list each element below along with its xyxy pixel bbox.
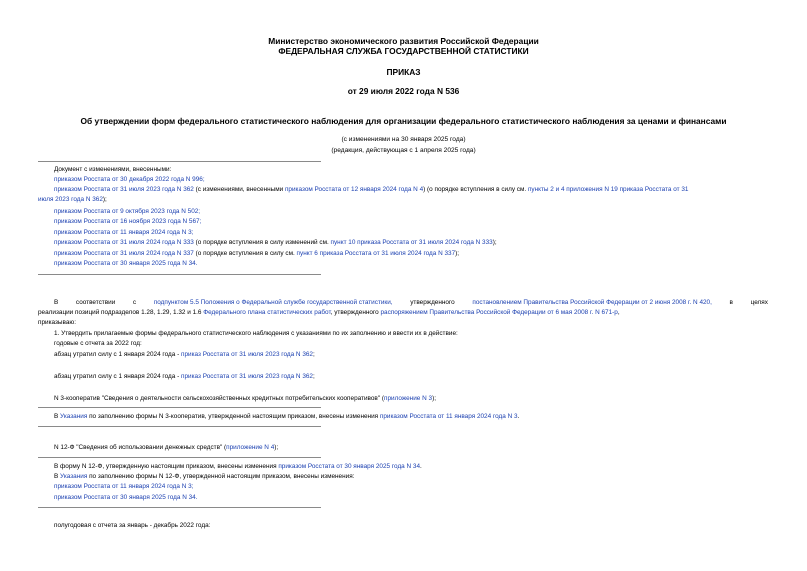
change-link-362[interactable]: приказом Росстата от 31 июля 2023 года N 362: [54, 186, 194, 193]
form-12f-change-note: В форму N 12-Ф, утвержденную настоящим приказом, внесены изменения приказом Росстата от 30 января 2025 года N 34.: [54, 463, 422, 470]
change-link-3[interactable]: приказом Росстата от 11 января 2024 года N 3: [379, 413, 518, 420]
change-link-34[interactable]: приказом Росстата от 30 января 2025 года N 34.: [54, 260, 198, 267]
change-link-502[interactable]: приказом Росстата от 9 октября 2023 года N 502;: [54, 208, 201, 215]
repeal-link-362[interactable]: приказ Росстата от 31 июля 2023 года N 362: [181, 373, 313, 380]
change-line-333: приказом Росстата от 31 июля 2024 года N 333 (о порядке вступления в силу изменений см. пункт 10 приказа Росстата от 31 июля 2024 года N 333);: [54, 239, 497, 246]
divider: [38, 507, 321, 508]
change-link-337-p6[interactable]: пункт 6 приказа Росстата от 31 июля 2024 года N 337: [296, 250, 456, 257]
change-link-34[interactable]: приказом Росстата от 30 января 2025 года N 34: [278, 463, 421, 470]
form-12f: N 12-Ф "Сведения об использовании денежных средств" (приложение N 4);: [54, 444, 279, 451]
repealed-paragraph-2: абзац утратил силу с 1 января 2024 года - приказ Росстата от 31 июля 2023 года N 362;: [54, 373, 315, 380]
doc-title: Об утверждении форм федерального статистического наблюдения для организации федерального статистического наблюдения за ценами и финансами: [80, 116, 727, 126]
federal-plan-link[interactable]: Федерального плана статистических работ: [203, 309, 331, 316]
change-link-appendix-19[interactable]: пункты 2 и 4 приложения N 19 приказа Росстата от 31: [527, 186, 689, 193]
preamble-row-2: реализации позиций подразделов 1.28, 1.29, 1.32 и 1.6 Федерального плана статистических работ, утвержденного распоряжением Правительства Российской Федерации от 6 мая 2008 г. N 671-р,: [38, 309, 620, 316]
change-link-996[interactable]: приказом Росстата от 30 декабря 2022 года N 996;: [54, 176, 205, 183]
instructions-link[interactable]: Указания: [60, 413, 88, 420]
doc-type: ПРИКАЗ: [386, 67, 421, 77]
form-3-change-note: В Указания по заполнению формы N 3-кооператив, утвержденной настоящим приказом, внесены изменения приказом Росстата от 11 января 2024 года N 3.: [54, 413, 520, 420]
change-link-337[interactable]: приказом Росстата от 31 июля 2024 года N 337: [54, 250, 194, 257]
divider: [38, 457, 321, 458]
form-3-cooperative: N 3-кооператив "Сведения о деятельности сельскохозяйственных кредитных потребительских кооперативов" (приложение N 3);: [54, 395, 436, 402]
change-line-362: приказом Росстата от 31 июля 2023 года N 362 (с изменениями, внесенными приказом Росстата от 12 января 2024 года N 4) (о порядке вступления в силу см. пункты 2 и 4 приложения N 19 приказа Росстата от 31: [54, 186, 689, 193]
government-order-link[interactable]: распоряжением Правительства Российской Федерации от 6 мая 2008 г. N 671-р: [380, 309, 618, 316]
change-link-3[interactable]: приказом Росстата от 11 января 2024 года N 3;: [54, 483, 194, 490]
instructions-link[interactable]: Указания: [60, 473, 88, 480]
annual-heading: годовые с отчета за 2022 год:: [54, 340, 142, 347]
change-link-333-p10[interactable]: пункт 10 приказа Росстата от 31 июля 2024 года N 333: [330, 239, 493, 246]
divider: [38, 407, 321, 408]
divider: [38, 274, 321, 275]
repeal-link-362[interactable]: приказ Росстата от 31 июля 2023 года N 362: [181, 351, 313, 358]
change-line-337: приказом Росстата от 31 июля 2024 года N 337 (о порядке вступления в силу см. пункт 6 приказа Росстата от 31 июля 2024 года N 337);: [54, 250, 460, 257]
semiannual-heading: полугодовая с отчета за январь - декабрь 2022 года:: [54, 522, 211, 529]
government-decree-link[interactable]: постановлением Правительства Российской Федерации от 2 июня 2008 г. N 420,: [472, 299, 712, 306]
divider: [38, 426, 321, 427]
preamble: [38, 299, 768, 307]
changes-intro: Документ с изменениями, внесенными:: [54, 166, 172, 173]
change-link-567[interactable]: приказом Росстата от 16 ноября 2023 года N 567;: [54, 218, 202, 225]
regulation-link[interactable]: подпунктом 5.5 Положения о Федеральной службе государственной статистики,: [153, 299, 393, 306]
appendix-4-link[interactable]: приложение N 4: [226, 444, 275, 451]
doc-date-number: от 29 июля 2022 года N 536: [347, 86, 460, 96]
change-link-34[interactable]: приказом Росстата от 30 января 2025 года N 34.: [54, 494, 198, 501]
change-link-4[interactable]: приказом Росстата от 12 января 2024 года N 4: [284, 186, 424, 193]
item-1: 1. Утвердить прилагаемые формы федерального статистического наблюдения с указаниями по их заполнению и ввести их в действие:: [54, 330, 458, 337]
divider: [38, 161, 321, 162]
repealed-paragraph-1: абзац утратил силу с 1 января 2024 года - приказ Росстата от 31 июля 2023 года N 362;: [54, 351, 315, 358]
change-link-362-cont[interactable]: июля 2023 года N 362: [38, 196, 103, 203]
change-link-3[interactable]: приказом Росстата от 11 января 2024 года N 3;: [54, 229, 194, 236]
preamble-row-1: В соответствии с подпунктом 5.5 Положения о Федеральной службе государственной статистики, утвержденного постановлением Правительства Российской Федерации от 2 июня 2008 г. N 420, в целях: [54, 299, 768, 306]
form-12f-instructions-note: В Указания по заполнению формы N 12-Ф, утвержденной настоящим приказом, внесены изменения:: [54, 473, 355, 480]
order-word: приказываю:: [38, 319, 76, 326]
edition-note: (редакция, действующая с 1 апреля 2025 года): [331, 147, 476, 154]
changes-note: (с изменениями на 30 января 2025 года): [341, 136, 466, 143]
appendix-3-link[interactable]: приложение N 3: [383, 395, 433, 402]
service-name: ФЕДЕРАЛЬНАЯ СЛУЖБА ГОСУДАРСТВЕННОЙ СТАТИСТИКИ: [278, 46, 529, 56]
ministry-name: Министерство экономического развития Российской Федерации: [268, 36, 539, 46]
change-line-362-cont: июля 2023 года N 362);: [38, 196, 107, 203]
change-link-333[interactable]: приказом Росстата от 31 июля 2024 года N 333: [54, 239, 194, 246]
